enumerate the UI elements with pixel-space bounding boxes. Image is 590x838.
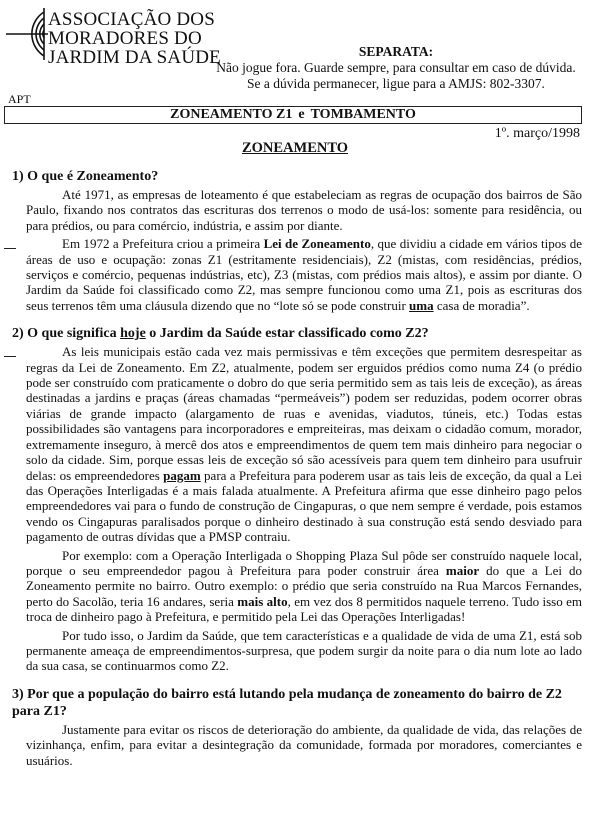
- text-run: para a Prefeitura para poderem usar as tais leis de exceção, da qual a Lei das Operações Interligadas é a mais falada atualmente. A Prefeitura afirma que esse dinheiro pago pelos empreendedores vai para o fundo de construção de Cingapuras, o que nem sempre é verdade, pois estamos vendo os Cingapuras paralisados porque o dinheiro destinado à sua construção está sendo desviado para pagamento de outras dívidas que a PMSP contraiu.: [26, 467, 583, 545]
- title-connector: e: [298, 107, 305, 122]
- separata-notice: [210, 44, 582, 92]
- question-2-paragraph-1: [26, 344, 582, 544]
- association-logo-icon: [4, 4, 52, 64]
- separata-line-1: Não jogue fora. Guarde sempre, para consultar em caso de dúvida.: [216, 60, 576, 75]
- bold-term: Lei de Zoneamento: [263, 236, 371, 252]
- text-run: 2) O que significa: [12, 326, 121, 342]
- organization-name: [48, 10, 221, 67]
- title-left: ZONEAMENTO Z1: [170, 107, 293, 122]
- section-title: ZONEAMENTO: [241, 140, 349, 156]
- bold-term: maior: [445, 562, 480, 578]
- apt-label: APT: [8, 92, 31, 106]
- underlined-term: hoje: [120, 326, 146, 342]
- text-run: As leis municipais estão cada vez mais permissivas e têm exceções que permitem desrespeitar as regras da Lei de Zoneamento. Em Z2, atualmente, podem ser erguidos prédios como numa Z4 (o prédio pode ser construído com praticamente o dobro do que seria permitido sem as tais leis de exceção), as áreas destinadas a jardins e praças (áreas chamadas “permeáveis”) podem ser reduzidas, podem ocorrer obras viárias de grande impacto (alargamento de ruas e avenidas, viadutos, túneis, etc.) Todas estas possibilidades são vantagens para incorporadores e empreiteiras, mas deixam o cidadão comum, morador, extremamente inseguro, à mercê dos atos e empreendimentos de quem tem mais dinheiro para negociar o solo da cidade. Sim, porque essas leis de exceção só são acessíveis para quem tem dinheiro para usufruir delas: os empreendedores: [26, 344, 582, 483]
- question-3-paragraph-1: Justamente para evitar os riscos de deterioração do ambiente, da qualidade de vida, das relações de vizinhança, enfim, para evitar a desintegração da comunidade, formada por moradores, comerciantes e usuários.: [26, 721, 582, 768]
- question-2-paragraph-3: Por tudo isso, o Jardim da Saúde, que tem características e a qualidade de vida de uma Z1, está sob permanente ameaça de empreendimentos-surpresa, que podem surgir da noite para o dia num lote ao lado da sua casa, se continuarmos como Z2.: [26, 627, 582, 674]
- document-date: 1º. março/1998: [494, 126, 580, 141]
- question-2-heading: [12, 325, 582, 342]
- question-1-heading: 1) O que é Zoneamento?: [12, 169, 159, 184]
- question-2-paragraph-2: [26, 548, 582, 625]
- text-run: Em 1972 a Prefeitura criou a primeira: [62, 236, 264, 252]
- text-run: o Jardim da Saúde estar classificado como Z2?: [145, 326, 429, 342]
- bold-term: mais alto: [237, 593, 288, 609]
- text-run: Por exemplo: com a Operação Interligada o Shopping Plaza Sul pôde ser construído naquele local, porque o seu empreendedor pagou à Prefeitura para poder construir área: [26, 547, 582, 578]
- org-name-line-1: ASSOCIAÇÃO DOS: [48, 9, 215, 30]
- org-name-line-2: MORADORES DO: [48, 28, 202, 49]
- document-body: [12, 168, 583, 768]
- text-run: do que a Lei do Zoneamento permite no bairro. Outro exemplo: o prédio que seria construído na Rua Marcos Fernandes, perto do Sacolão, teria 16 andares, seria: [26, 562, 582, 609]
- text-run: casa de moradia”.: [433, 297, 530, 313]
- underlined-term: pagam: [163, 467, 201, 483]
- margin-mark: [4, 248, 16, 249]
- separata-line-2: Se a dúvida permanecer, ligue para a AMJS: 802-3307.: [247, 76, 545, 91]
- question-1-paragraph-1: Até 1971, as empresas de loteamento é que estabeleciam as regras de ocupação dos bairros de São Paulo, fixando nos contratos das escrituras dos terrenos o modo de usá-los: somente para residência, ou para prédios, ou para comércio, indústria, e assim por diante.: [26, 187, 582, 233]
- document-title-box: [4, 106, 582, 124]
- margin-mark: [4, 356, 16, 357]
- org-name-line-3: JARDIM DA SAÚDE: [48, 47, 221, 68]
- underlined-term: uma: [409, 297, 434, 313]
- title-right: TOMBAMENTO: [310, 107, 416, 122]
- text-run: , que dividiu a cidade em vários tipos de áreas de uso e ocupação: zonas Z1 (estritamente residenciais), Z2 (mistas, com residências, prédios, serviços e comércio, pequenas indústrias, etc), Z3 (mistas, com prédios mais altos), e assim por diante. O Jardim da Saúde foi classificado como Z2, mas sempre funcionou como uma Z1, pois as escrituras dos seus terrenos têm uma cláusula dizendo que no “lote só se pode construir: [26, 236, 582, 313]
- separata-title: SEPARATA:: [358, 44, 434, 59]
- question-1-paragraph-2: [26, 236, 582, 313]
- text-run: , em vez dos 8 permitidos naquele terreno. Tudo isso em troca de dinheiro pago à Prefeitura, e permitido pela Lei das Operações Interligadas!: [26, 593, 582, 625]
- question-3-heading: 3) Por que a população do bairro está lutando pela mudança de zoneamento do bairro de Z2 para Z1?: [12, 686, 562, 719]
